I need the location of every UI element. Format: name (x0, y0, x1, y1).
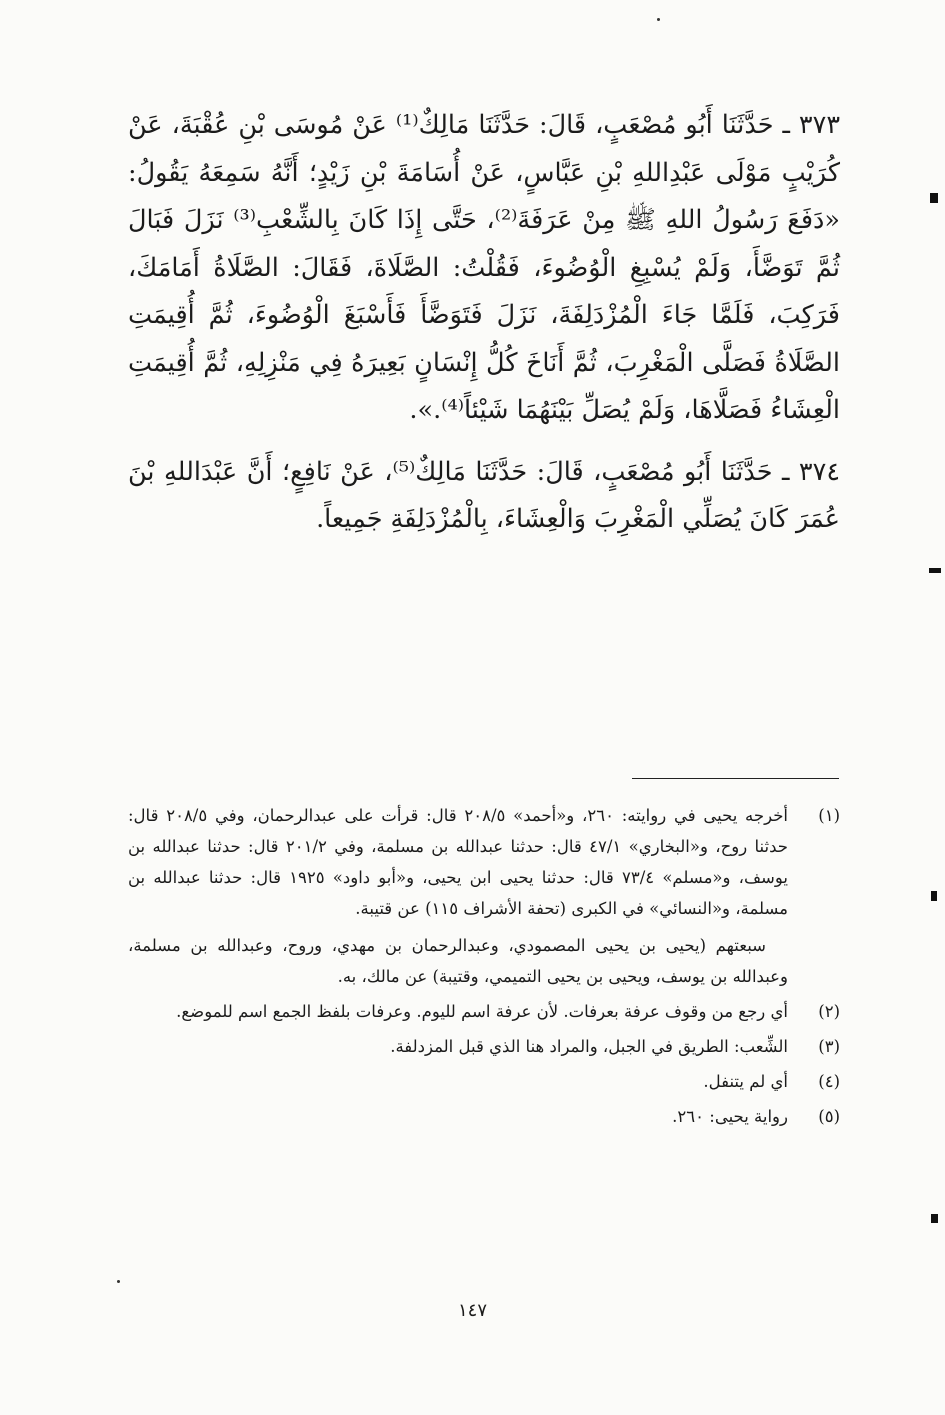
page-number: ١٤٧ (457, 1300, 487, 1321)
footnote-extra: سبعتهم (يحيى بن يحيى المصمودي، وعبدالرحمان بن مهدي، وروح، وعبدالله بن مسلمة، وعبدالله بن يوسف، ويحيى بن يحيى التميمي، وقتيبة) عن مالك، به. (128, 936, 788, 986)
footnote-separator (632, 778, 839, 779)
footnote-text: أخرجه يحيى في روايته: ٢٦٠، و«أحمد» ٢٠٨/٥ قال: قرأت على عبدالرحمان، وفي ٢٠٨/٥ قال: حدثنا روح، و«البخاري» ٤٧/١ قال: حدثنا عبدالله بن مسلمة، وفي ٢٠١/٢ قال: حدثنا عبدالله بن يوسف، و«مسلم» ٧٣/٤ قال: حدثنا يحيى ابن يحيى، و«أبو داود» ١٩٢٥ قال: حدثنا عبدالله بن مسلمة، و«النسائي» في الكبرى (تحفة الأشراف ١١٥) عن قتيبة. (128, 806, 788, 918)
footnote-number: (٣) (818, 1037, 840, 1056)
footnote-text: الشِّعب: الطريق في الجبل، والمراد هنا الذي قبل المزدلفة. (390, 1037, 788, 1056)
footnote-text: أي لم يتنفل. (703, 1072, 788, 1091)
scan-speck (117, 1280, 120, 1283)
hadith-374: ٣٧٤ ـ حَدَّثَنَا أَبُو مُصْعَبٍ، قَالَ: حَدَّثَنَا مَالِكٌ⁽⁵⁾، عَنْ نَافِعٍ؛ أَنَّ عَبْدَاللهِ بْنَ عُمَرَ كَانَ يُصَلِّي الْمَغْرِبَ وَالْعِشَاءَ، بِالْمُزْدَلِفَةِ جَمِيعاً. (128, 456, 841, 534)
scan-mark (929, 568, 941, 573)
footnote-number: (٥) (818, 1107, 840, 1126)
footnote-number: (٤) (818, 1072, 840, 1091)
main-text (128, 102, 840, 554)
scan-mark (930, 193, 938, 203)
footnotes (128, 800, 840, 1136)
footnote-1 (128, 800, 840, 992)
footnote-text: أي رجع من وقوف عرفة بعرفات. لأن عرفة اسم لليوم. وعرفات بلفظ الجمع اسم للموضع. (176, 1002, 788, 1021)
footnote-number: (٢) (818, 1002, 840, 1021)
footnote-text: رواية يحيى: ٢٦٠. (672, 1107, 788, 1126)
footnote-body (128, 1066, 788, 1097)
scan-mark (931, 891, 937, 901)
footnote-5 (128, 1101, 840, 1132)
footnote-4 (128, 1066, 840, 1097)
scan-speck (657, 18, 660, 21)
footnote-2 (128, 996, 840, 1027)
scan-mark (931, 1214, 938, 1223)
footnote-body (128, 1101, 788, 1132)
footnote-body (128, 800, 788, 992)
footnote-3 (128, 1031, 840, 1062)
footnote-body (128, 996, 788, 1027)
footnote-number: (١) (818, 806, 840, 825)
footnote-body (128, 1031, 788, 1062)
hadith-373: ٣٧٣ ـ حَدَّثَنَا أَبُو مُصْعَبٍ، قَالَ: حَدَّثَنَا مَالِكٌ⁽¹⁾ عَنْ مُوسَى بْنِ عُقْبَةَ، عَنْ كُرَيْبٍ مَوْلَى عَبْدِاللهِ بْنِ عَبَّاسٍ، عَنْ أُسَامَةَ بْنِ زَيْدٍ؛ أَنَّهُ سَمِعَهُ يَقُولُ: «دَفَعَ رَسُولُ اللهِ ﷺ مِنْ عَرَفَةَ⁽²⁾، حَتَّى إِذَا كَانَ بِالشِّعْبِ⁽³⁾ نَزَلَ فَبَالَ ثُمَّ تَوَضَّأَ، وَلَمْ يُسْبِغِ الْوُضُوءَ، فَقُلْتُ: الصَّلَاةَ، فَقَالَ: الصَّلَاةُ أَمَامَكَ، فَرَكِبَ، فَلَمَّا جَاءَ الْمُزْدَلِفَةَ، نَزَلَ فَتَوَضَّأَ فَأَسْبَغَ الْوُضُوءَ، ثُمَّ أُقِيمَتِ الصَّلَاةُ فَصَلَّى الْمَغْرِبَ، ثُمَّ أَنَاخَ كُلُّ إِنْسَانٍ بَعِيرَهُ فِي مَنْزِلِهِ، ثُمَّ أُقِيمَتِ الْعِشَاءُ فَصَلَّاهَا، وَلَمْ يُصَلِّ بَيْنَهُمَا شَيْئاً⁽⁴⁾.». (128, 110, 841, 425)
